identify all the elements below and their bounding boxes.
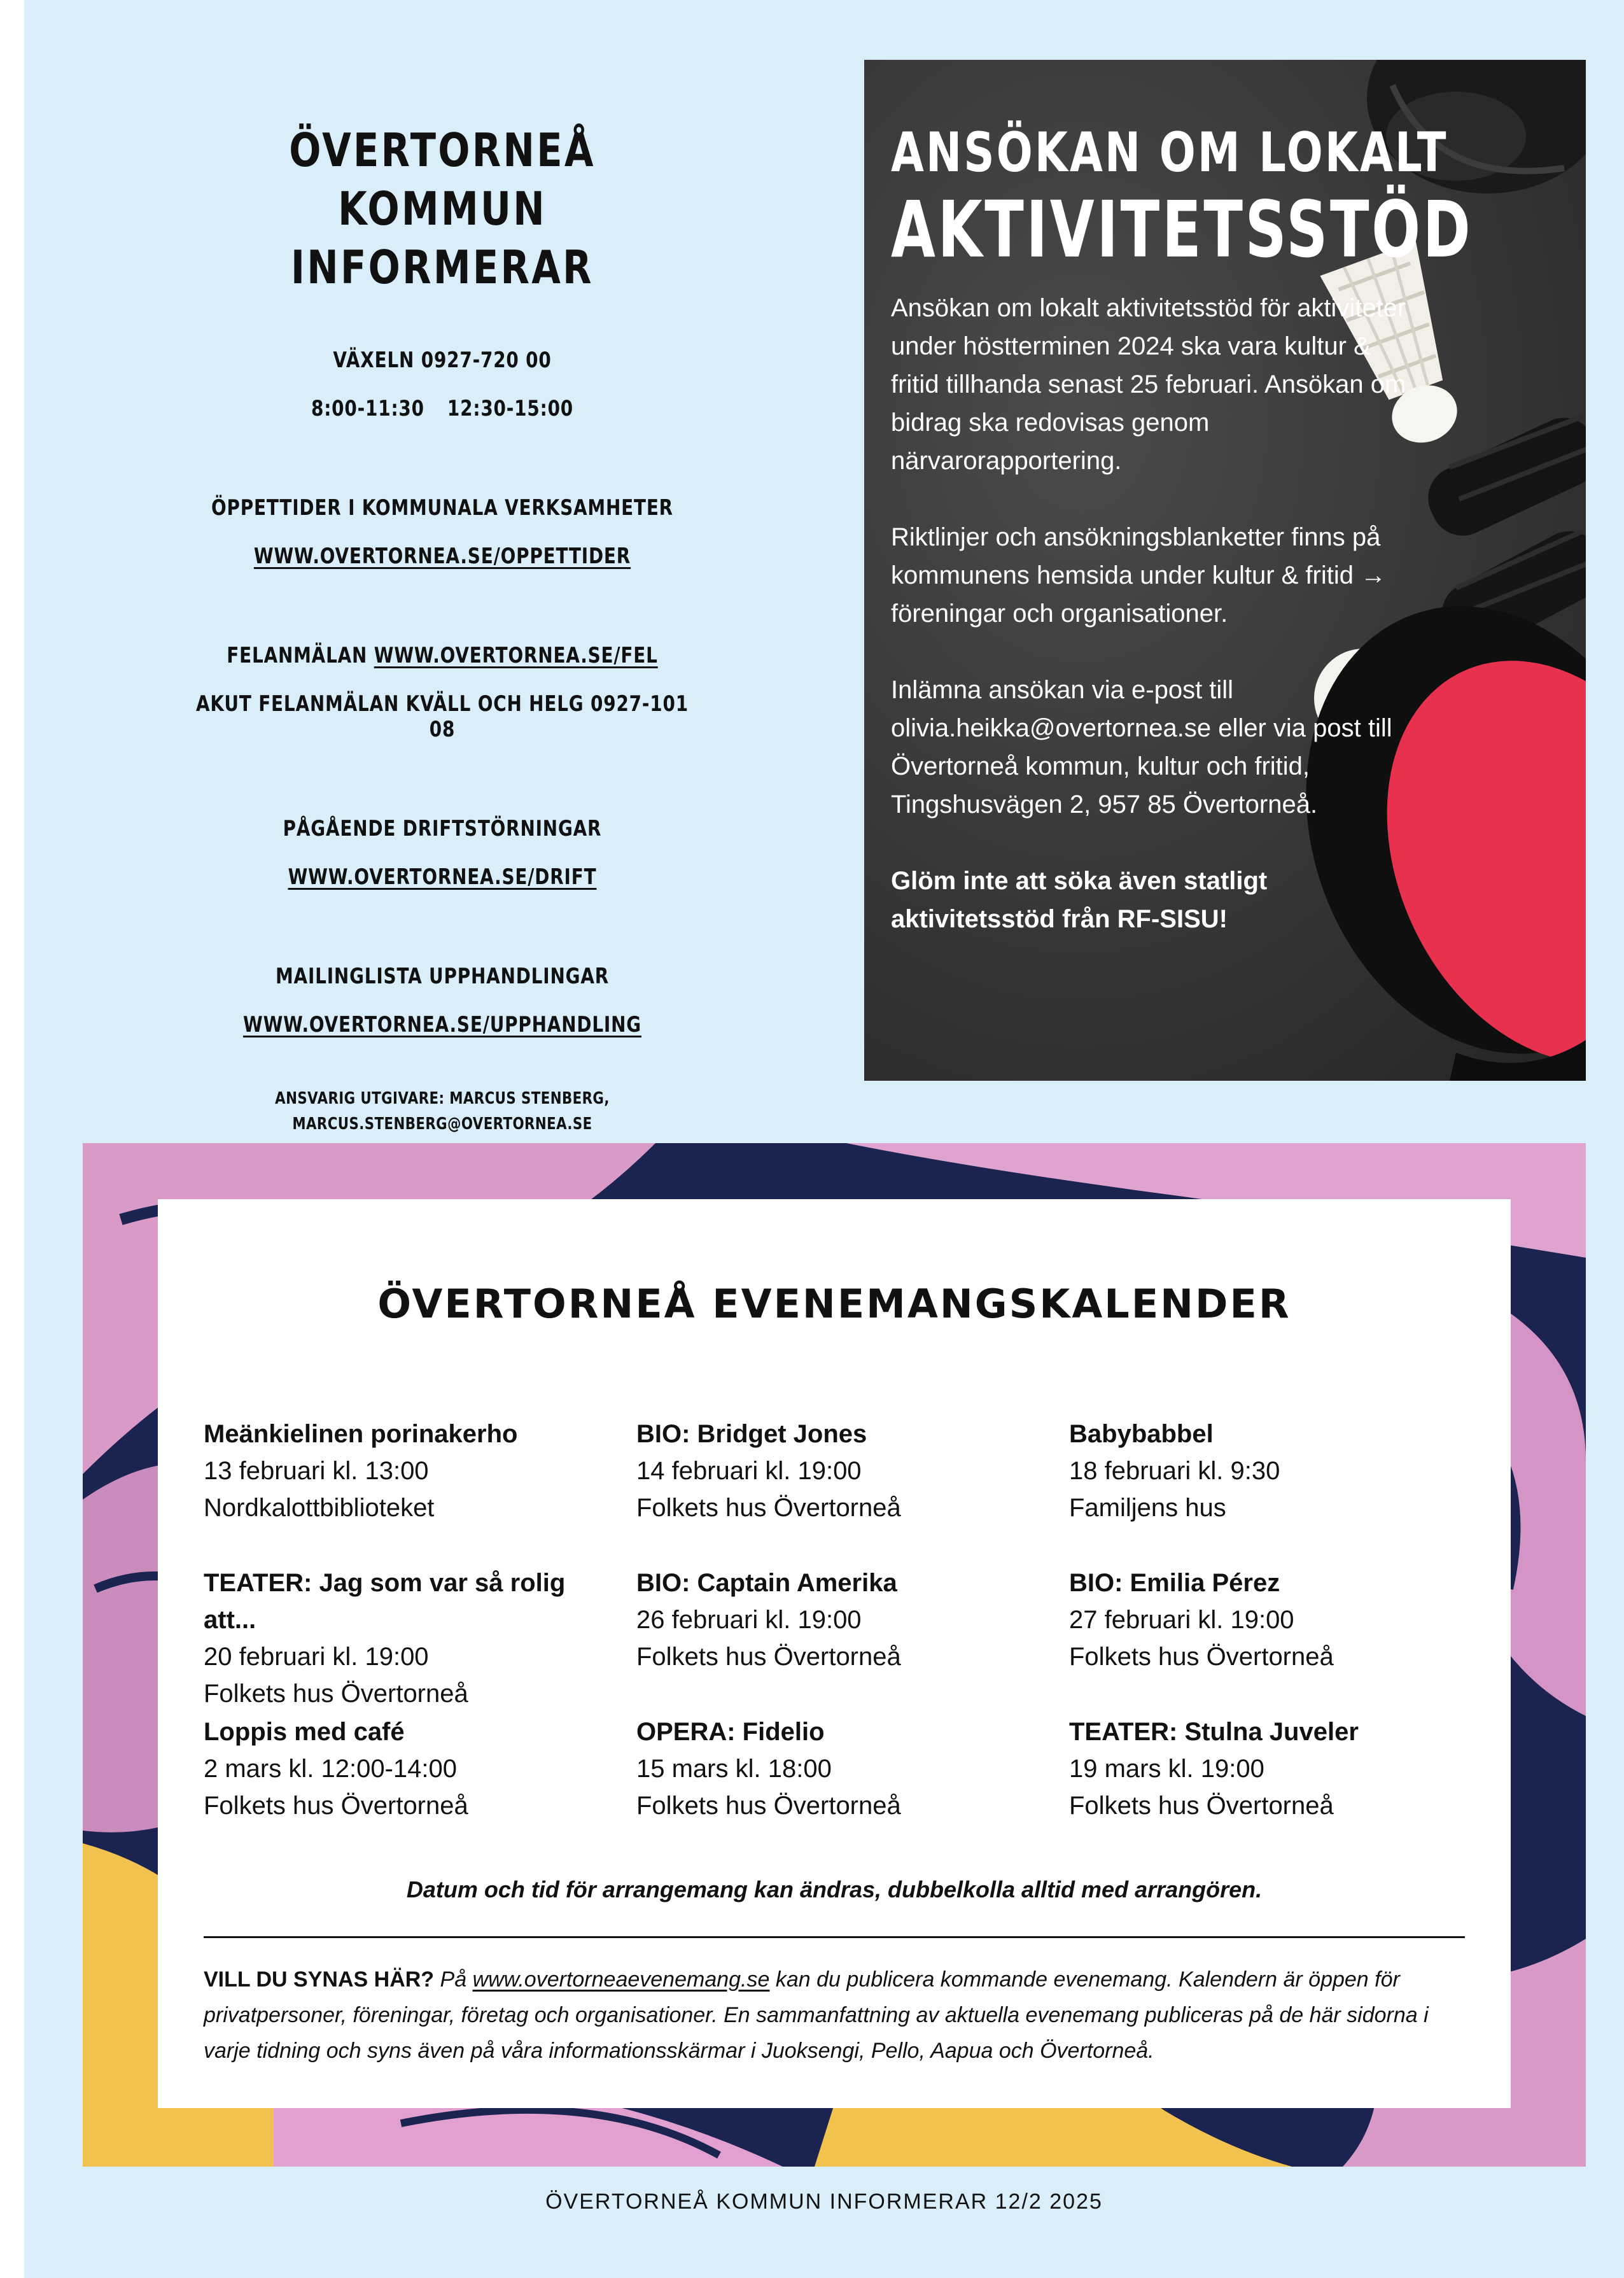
event-date: 20 februari kl. 19:00	[204, 1643, 429, 1671]
disruptions-link[interactable]: WWW.OVERTORNEA.SE/DRIFT	[288, 864, 597, 890]
promo-paragraph-guidelines	[891, 518, 1413, 633]
event-date: 26 februari kl. 19:00	[636, 1606, 862, 1634]
promo-body	[891, 289, 1413, 976]
event-item[interactable]	[1069, 1713, 1489, 1824]
event-date: 14 februari kl. 19:00	[636, 1457, 862, 1485]
guidelines-text: Riktlinjer och ansökningsblanketter finns på kommunens hemsida under kultur & fritid	[891, 523, 1381, 589]
event-title: TEATER: Jag som var så rolig att...	[204, 1569, 566, 1634]
fault-report	[184, 643, 701, 668]
event-title: Meänkielinen porinakerho	[204, 1420, 518, 1448]
event-place: Folkets hus Övertorneå	[1069, 1643, 1334, 1671]
event-item[interactable]	[636, 1416, 1056, 1526]
publisher-credit: ANSVARIG UTGIVARE: MARCUS STENBERG, MARCUS.STENBERG@OVERTORNEA.SE	[275, 1089, 610, 1134]
event-item[interactable]	[636, 1564, 1056, 1675]
info-title-line1: ÖVERTORNEÅ KOMMUN	[289, 123, 596, 236]
events-website-link[interactable]: www.overtorneaevenemang.se	[472, 1967, 770, 1992]
calendar-call-to-action	[204, 1962, 1470, 2069]
event-place: Folkets hus Övertorneå	[636, 1494, 901, 1522]
event-title: OPERA: Fidelio	[636, 1718, 825, 1746]
promo-paragraph-submit: Inlämna ansökan via e-post till olivia.heikka@overtornea.se eller via post till Övertorneå kommun, kultur och fritid, Tingshusvägen 2, 957 85 Övertorneå.	[891, 676, 1392, 819]
activity-grant-promo	[864, 60, 1586, 1081]
event-place: Nordkalottbiblioteket	[204, 1494, 435, 1522]
event-place: Folkets hus Övertorneå	[1069, 1792, 1334, 1820]
event-title: Loppis med café	[204, 1718, 405, 1746]
switchboard-number: VÄXELN 0927-720 00	[333, 348, 552, 373]
event-title: Babybabbel	[1069, 1420, 1214, 1448]
event-calendar	[158, 1199, 1511, 2108]
mailing-list-link[interactable]: WWW.OVERTORNEA.SE/UPPHANDLING	[243, 1012, 641, 1037]
urgent-fault-report: AKUT FELANMÄLAN KVÄLL OCH HELG 0927-101 08	[196, 691, 689, 742]
event-title: BIO: Emilia Pérez	[1069, 1569, 1280, 1597]
cta-pre: På	[440, 1967, 467, 1992]
event-place: Familjens hus	[1069, 1494, 1226, 1522]
event-place: Folkets hus Övertorneå	[204, 1792, 468, 1820]
event-place: Folkets hus Övertorneå	[636, 1792, 901, 1820]
divider	[204, 1936, 1465, 1938]
cta-lead: VILL DU SYNAS HÄR?	[204, 1967, 435, 1992]
event-date: 27 februari kl. 19:00	[1069, 1606, 1294, 1634]
calendar-disclaimer: Datum och tid för arrangemang kan ändras, dubbelkolla alltid med arrangören.	[406, 1876, 1263, 1902]
info-column	[127, 121, 757, 1137]
event-item[interactable]	[204, 1564, 624, 1712]
event-item[interactable]	[204, 1713, 624, 1824]
event-title: TEATER: Stulna Juveler	[1069, 1718, 1359, 1746]
promo-title-line1: ANSÖKAN OM LOKALT	[891, 121, 1448, 185]
event-title: BIO: Captain Amerika	[636, 1569, 897, 1597]
promo-title-line2: AKTIVITETSSTÖD	[891, 185, 1473, 275]
event-place: Folkets hus Övertorneå	[204, 1680, 468, 1708]
event-date: 13 februari kl. 13:00	[204, 1457, 429, 1485]
opening-hours-link[interactable]: WWW.OVERTORNEA.SE/OPPETTIDER	[253, 544, 631, 569]
promo-paragraph-reminder: Glöm inte att söka även statligt aktivitetsstöd från RF-SISU!	[891, 867, 1268, 933]
event-item[interactable]	[1069, 1416, 1489, 1526]
event-item[interactable]	[636, 1713, 1056, 1824]
event-date: 18 februari kl. 9:30	[1069, 1457, 1280, 1485]
event-item[interactable]	[1069, 1564, 1489, 1675]
event-date: 15 mars kl. 18:00	[636, 1755, 832, 1783]
opening-hours	[184, 396, 701, 421]
hours-morning: 8:00-11:30	[311, 396, 424, 421]
mailing-list-label: MAILINGLISTA UPPHANDLINGAR	[275, 964, 610, 989]
promo-paragraph-deadline: Ansökan om lokalt aktivitetsstöd för aktiviteter under höstterminen 2024 ska vara kultur & fritid tillhanda senast 25 februari. Ansökan om bidrag ska redovisas genom närvarorapportering.	[891, 294, 1406, 475]
arrow-icon: →	[1361, 561, 1387, 589]
opening-hours-label: ÖPPETTIDER I KOMMUNALA VERKSAMHETER	[211, 495, 673, 521]
page-footer: ÖVERTORNEÅ KOMMUN INFORMERAR 12/2 2025	[545, 2190, 1103, 2214]
fault-report-label: FELANMÄLAN	[227, 643, 368, 668]
hours-afternoon: 12:30-15:00	[447, 396, 574, 421]
cta-text: kan du publicera kommande evenemang. Kalendern är öppen för privatpersoner, föreningar, företag och organisationer. En sammanfattning av aktuella evenemang publiceras på de här sidorna i varje tidning och syns även på våra informationsskärmar i Juoksengi, Pello, Aapua och Övertorneå.	[204, 1967, 1429, 2063]
event-date: 2 mars kl. 12:00-14:00	[204, 1755, 457, 1783]
disruptions-label: PÅGÅENDE DRIFTSTÖRNINGAR	[283, 816, 602, 841]
event-date: 19 mars kl. 19:00	[1069, 1755, 1264, 1783]
info-title-line2: INFORMERAR	[291, 241, 594, 294]
guidelines-target: föreningar och organisationer.	[891, 600, 1228, 628]
event-item[interactable]	[204, 1416, 624, 1526]
event-title: BIO: Bridget Jones	[636, 1420, 867, 1448]
fault-report-link[interactable]: WWW.OVERTORNEA.SE/FEL	[374, 643, 658, 668]
event-place: Folkets hus Övertorneå	[636, 1643, 901, 1671]
calendar-title: ÖVERTORNEÅ EVENEMANGSKALENDER	[377, 1281, 1291, 1327]
